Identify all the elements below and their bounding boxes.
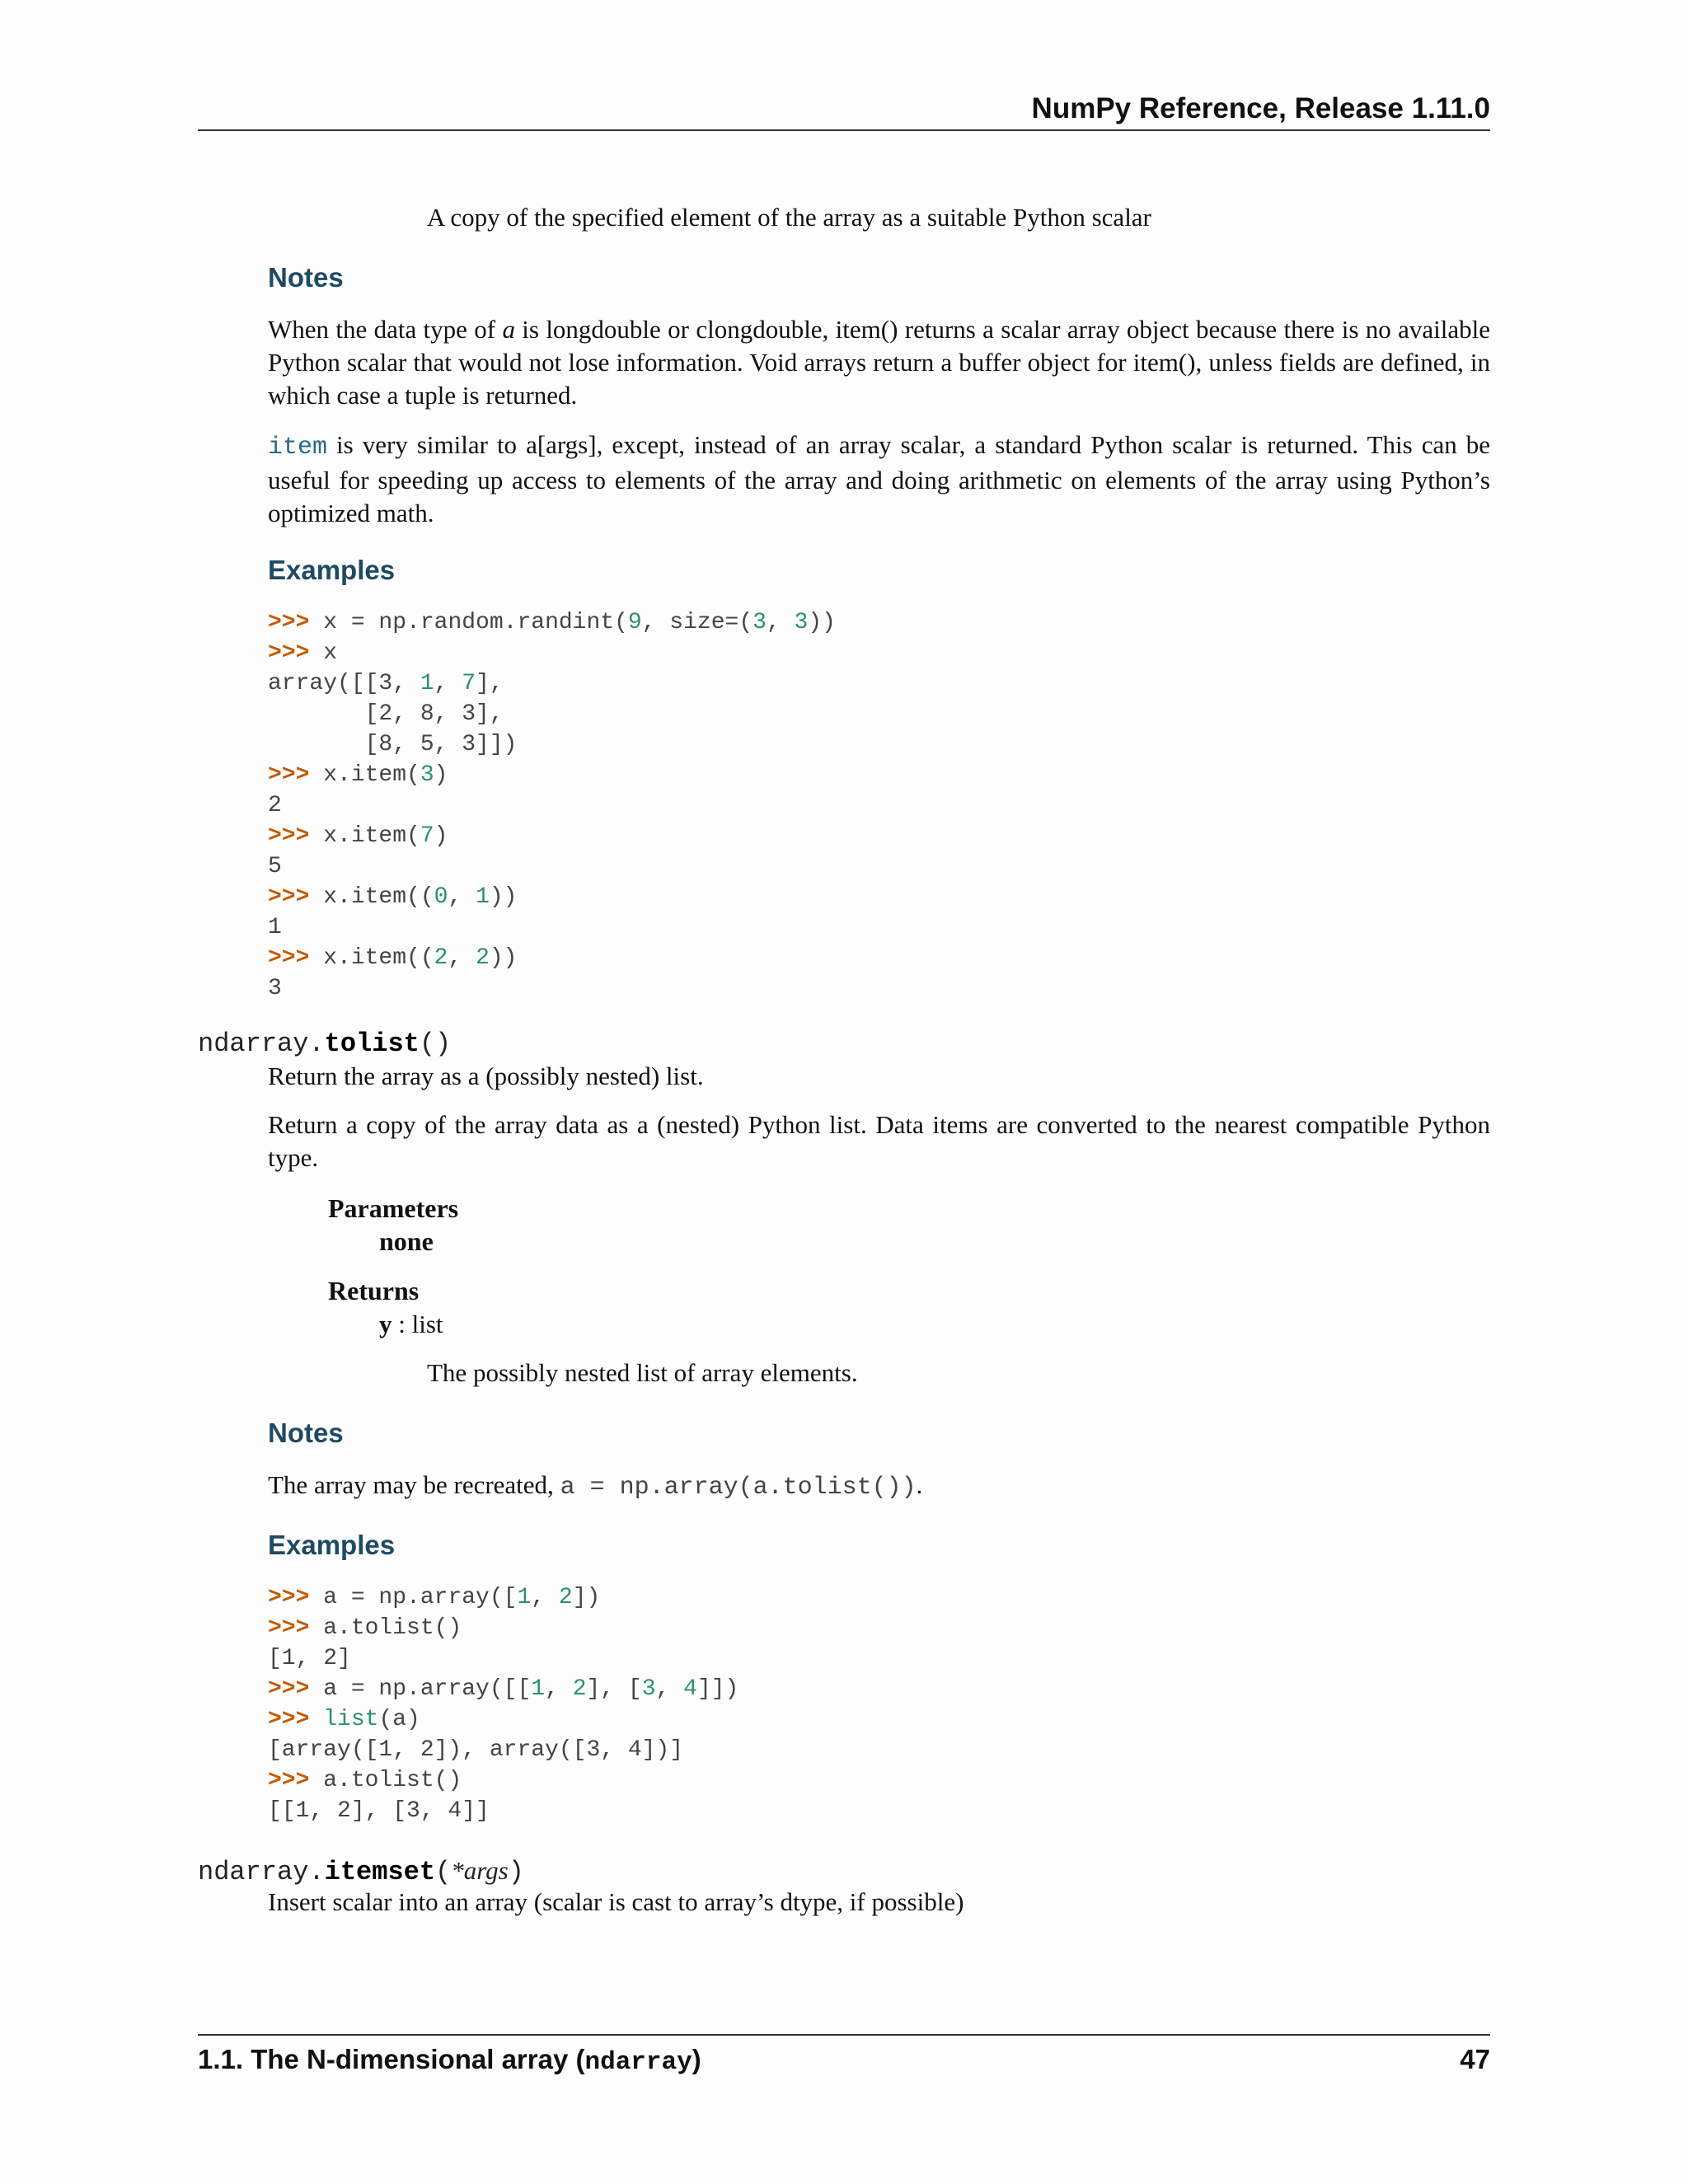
code-line: >>> x.item(7) — [268, 823, 448, 849]
parameters-value: none — [379, 1226, 434, 1256]
code-line: [8, 5, 3]]) — [268, 732, 518, 757]
returns-label: Returns — [328, 1276, 420, 1305]
code-block-tolist — [268, 1582, 738, 1826]
method-signature-tolist: ndarray.tolist() — [198, 1029, 452, 1059]
footer-section-title: 1.1. The N-dimensional array (ndarray) — [198, 2044, 701, 2077]
method-signature-itemset: ndarray.itemset(*args) — [198, 1856, 524, 1887]
code-line: 3 — [268, 976, 282, 1001]
code-line: [array([1, 2]), array([3, 4])] — [268, 1737, 684, 1763]
header-rule — [198, 129, 1490, 131]
code-line: 1 — [268, 915, 282, 940]
tolist-description: Return a copy of the array data as a (nested) Python list. Data items are converted to the nearest compatible Python type. — [268, 1110, 1490, 1172]
code-line: >>> x — [268, 640, 338, 666]
code-line: >>> x.item((2, 2)) — [268, 945, 518, 971]
tolist-notes: The array may be recreated, a = np.array(a.tolist()). — [268, 1470, 923, 1502]
code-line: 5 — [268, 854, 282, 879]
item-link[interactable]: item — [268, 434, 328, 462]
examples-heading-tolist: Examples — [268, 1530, 396, 1560]
code-line: >>> a.tolist() — [268, 1615, 462, 1641]
running-header: NumPy Reference, Release 1.11.0 — [1031, 92, 1490, 124]
code-line: [[1, 2], [3, 4]] — [268, 1798, 490, 1824]
code-line: >>> a = np.array([1, 2]) — [268, 1585, 601, 1610]
code-line: >>> x.item((0, 1)) — [268, 884, 518, 910]
notes-heading: Notes — [268, 262, 344, 293]
code-line: [2, 8, 3], — [268, 701, 504, 727]
code-block-item — [268, 607, 836, 1004]
code-line: >>> a = np.array([[1, 2], [3, 4]]) — [268, 1676, 739, 1702]
code-line: >>> a.tolist() — [268, 1768, 462, 1793]
notes-paragraph-item: item is very similar to a[args], except, instead of an array scalar, a standard Python scalar is returned. This can be useful for speeding up access to elements of the array and doing arithmetic on elements of the array using Python’s optimized math. — [268, 430, 1490, 527]
code-line: >>> x.item(3) — [268, 762, 448, 788]
notes-heading-tolist: Notes — [268, 1418, 344, 1448]
page-number: 47 — [1460, 2044, 1490, 2074]
code-line: >>> list(a) — [268, 1707, 420, 1732]
code-line: [1, 2] — [268, 1646, 351, 1671]
code-line: array([[3, 1, 7], — [268, 671, 504, 696]
code-line: >>> x = np.random.randint(9, size=(3, 3)) — [268, 610, 836, 635]
footer-rule — [198, 2034, 1490, 2036]
itemset-summary: Insert scalar into an array (scalar is cast to array’s dtype, if possible) — [268, 1887, 964, 1916]
returns-description: A copy of the specified element of the array as a suitable Python scalar — [427, 203, 1151, 232]
notes-paragraph: When the data type of a is longdouble or clongdouble, item() returns a scalar array object because there is no available Python scalar that would not lose information. Void arrays return a buffer object for item(), unless fields are defined, in which case a tuple is returned. — [268, 315, 1490, 410]
tolist-summary: Return the array as a (possibly nested) list. — [268, 1062, 704, 1090]
code-line: 2 — [268, 793, 282, 818]
returns-type: y : list — [379, 1310, 443, 1338]
examples-heading: Examples — [268, 555, 396, 585]
parameters-label: Parameters — [328, 1193, 459, 1223]
returns-detail: The possibly nested list of array elements. — [427, 1358, 858, 1387]
